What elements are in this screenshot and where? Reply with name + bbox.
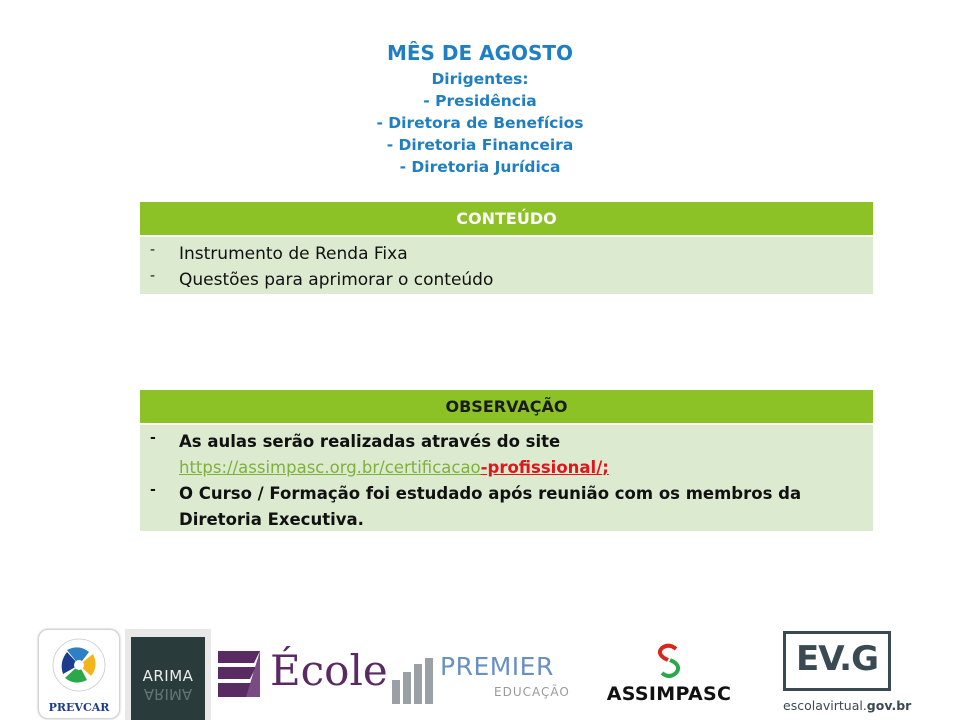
list-item-text: O Curso / Formação foi estudado após reunião com os membros da Diretoria Executiva. [179, 484, 802, 529]
premier-bars-icon [390, 652, 438, 706]
observacao-header: OBSERVAÇÃO [140, 390, 873, 425]
list-item-text: As aulas serão realizadas através do site [179, 432, 561, 451]
assimpasc-s-icon [654, 643, 684, 681]
heading-item: - Diretoria Jurídica [399, 158, 561, 176]
observacao-list [140, 425, 873, 537]
evg-logo [780, 629, 912, 717]
conteudo-header: CONTEÚDO [140, 202, 873, 237]
site-link-part2[interactable]: certificacao [384, 458, 481, 477]
conteudo-list [140, 237, 873, 297]
bullet-dash: - [150, 430, 156, 446]
bullet-dash: - [150, 482, 156, 498]
heading-item: - Diretora de Benefícios [376, 114, 584, 132]
assimpasc-logo [600, 643, 738, 711]
page-heading [0, 40, 960, 178]
bullet-dash: - [150, 242, 156, 258]
evg-name: EV.G [796, 639, 878, 679]
list-item-text: Instrumento de Renda Fixa [179, 244, 408, 264]
semicolon: ; [602, 458, 609, 477]
assimpasc-name: ASSIMPASC [606, 683, 732, 705]
ecole-name: École [270, 646, 388, 695]
conteudo-table [140, 202, 873, 294]
prevcar-logo [38, 629, 120, 719]
premier-name: PREMIER [440, 652, 554, 681]
list-item [140, 429, 873, 481]
ecole-logo [216, 645, 388, 700]
arima-name: ARIMA [142, 667, 194, 685]
heading-subtitle: Dirigentes: [431, 70, 529, 88]
list-item [140, 267, 873, 293]
list-item [140, 481, 873, 533]
heading-item: - Presidência [423, 92, 537, 110]
site-link-part3[interactable]: -profissional/ [480, 458, 603, 477]
list-item-text: Questões para aprimorar o conteúdo [179, 270, 494, 290]
heading-item: - Diretoria Financeira [386, 136, 574, 154]
evg-url: escolavirtual.gov.br [783, 698, 912, 713]
premier-logo [390, 652, 570, 708]
arima-reflection: ARIMA [143, 685, 193, 703]
premier-subtitle: EDUCAÇÃO [494, 685, 570, 699]
arima-logo [125, 629, 211, 720]
site-link[interactable] [179, 458, 481, 477]
ecole-mark-icon [216, 647, 264, 699]
observacao-table [140, 390, 873, 531]
prevcar-name: PREVCAR [48, 701, 110, 714]
prevcar-emblem-icon [43, 632, 115, 692]
page-title: MÊS DE AGOSTO [386, 41, 574, 65]
bullet-dash: - [150, 268, 156, 284]
list-item [140, 241, 873, 267]
site-link-part1[interactable]: https://assimpasc.org.br/ [179, 458, 385, 477]
